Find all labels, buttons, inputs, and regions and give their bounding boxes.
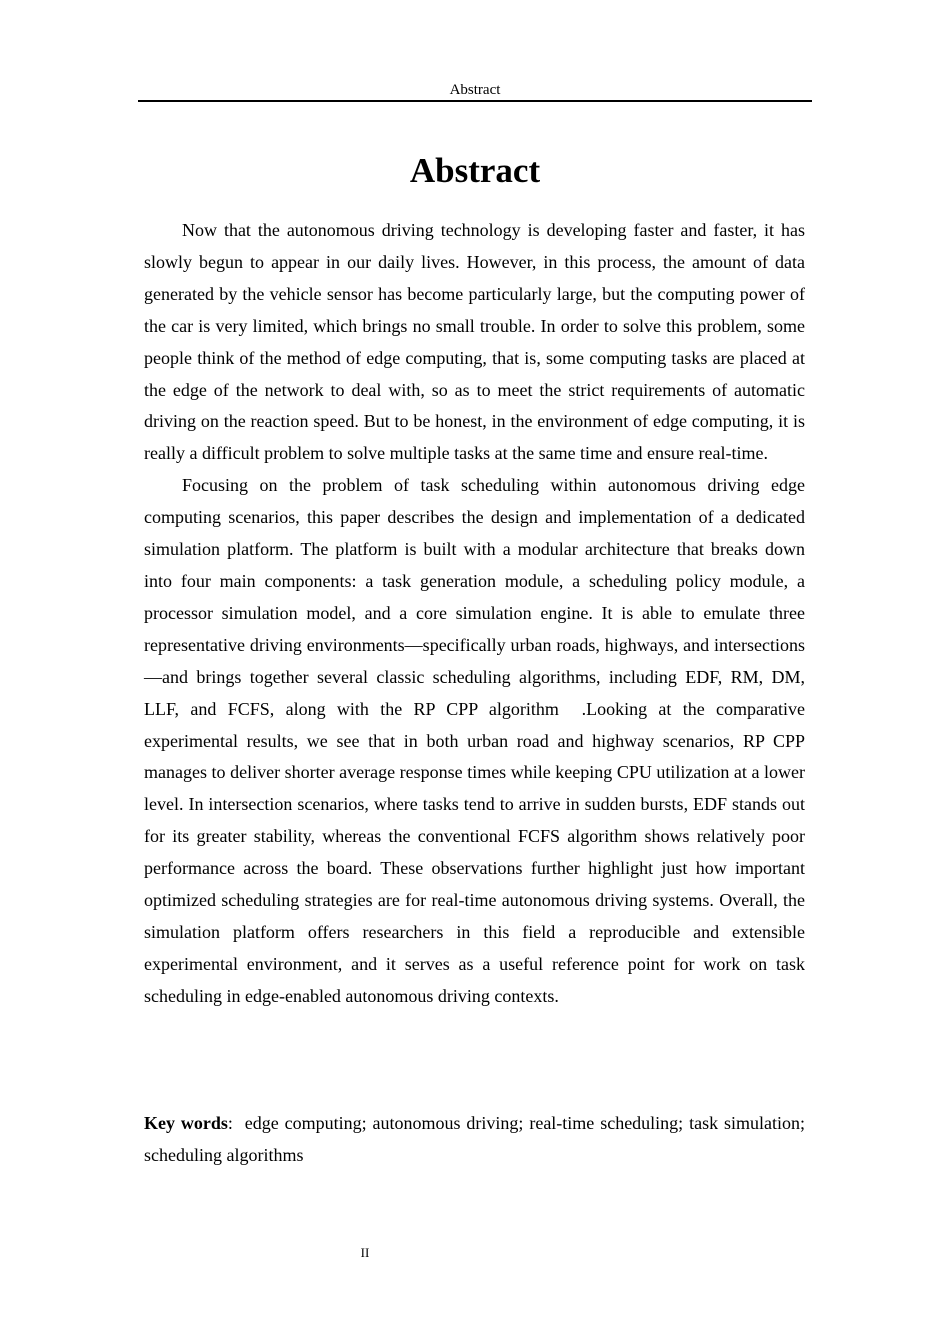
- keywords-separator: :: [227, 1113, 245, 1133]
- keywords-text: edge computing; autonomous driving; real-time scheduling; task simulation; scheduling algorithms: [144, 1113, 805, 1165]
- page-title: Abstract: [409, 151, 541, 190]
- abstract-body: [144, 215, 805, 1013]
- abstract-paragraph-2: Focusing on the problem of task scheduling within autonomous driving edge computing scenarios, this paper describes the design and implementation of a dedicated simulation platform. The platform is built with a modular architecture that breaks down into four main components: a task generation module, a scheduling policy module, a processor simulation model, and a core simulation engine. It is able to emulate three representative driving environments—specifically urban roads, highways, and intersections—and brings together several classic scheduling algorithms, including EDF, RM, DM, LLF, and FCFS, along with the RP CPP algorithm .Looking at the comparative experimental results, we see that in both urban road and highway scenarios, RP CPP manages to deliver shorter average response times while keeping CPU utilization at a lower level. In intersection scenarios, where tasks tend to arrive in sudden bursts, EDF stands out for its greater stability, whereas the conventional FCFS algorithm shows relatively poor performance across the board. These observations further highlight just how important optimized scheduling strategies are for real-time autonomous driving systems. Overall, the simulation platform offers researchers in this field a reproducible and extensible experimental environment, and it serves as a useful reference point for work on task scheduling in edge-enabled autonomous driving contexts.: [144, 475, 805, 1006]
- keywords-label: Key words: [144, 1113, 228, 1133]
- header-divider: [138, 100, 812, 102]
- page-number: II: [360, 1245, 370, 1260]
- keywords-line: [144, 1108, 805, 1172]
- running-header: Abstract: [449, 82, 501, 98]
- abstract-paragraph-1: Now that the autonomous driving technology is developing faster and faster, it has slowly begun to appear in our daily lives. However, in this process, the amount of data generated by the vehicle sensor has become particularly large, but the computing power of the car is very limited, which brings no small trouble. In order to solve this problem, some people think of the method of edge computing, that is, some computing tasks are placed at the edge of the network to deal with, so as to meet the strict requirements of automatic driving on the reaction speed. But to be honest, in the environment of edge computing, it is really a difficult problem to solve multiple tasks at the same time and ensure real-time.: [144, 220, 805, 464]
